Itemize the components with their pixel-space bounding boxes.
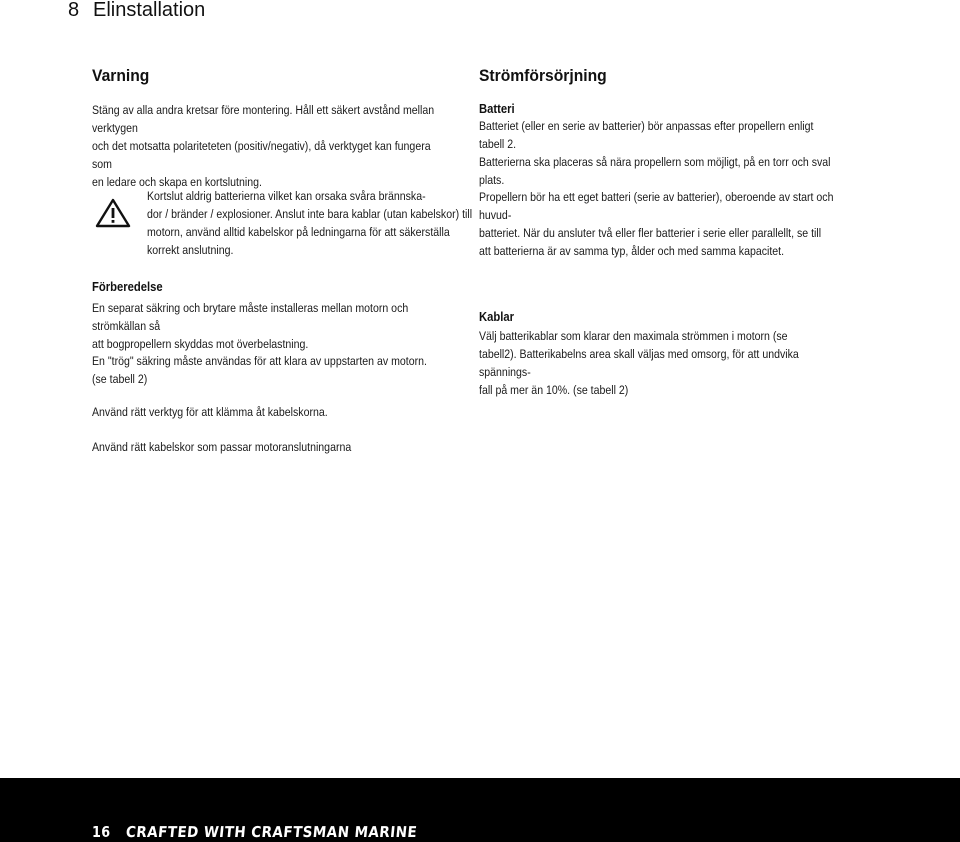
warning-heading: Varning (92, 66, 150, 85)
section-title: Elinstallation (93, 0, 206, 21)
cables-heading: Kablar (479, 310, 515, 324)
battery-paragraph-1: Batteriet (eller en serie av batterier) bör anpassas efter propellern enligt tabell 2. (479, 119, 814, 151)
cables-paragraph: Välj batterikablar som klarar den maximala strömmen i motorn (se tabell2). Batterikabelns area skall väljas med omsorg, för att undvika spännings- fall på mer än 10%. (se tabell 2) (479, 329, 799, 397)
battery-paragraph-3: Propellern bör ha ett eget batteri (serie av batterier), oberoende av start och huvud- batteriet. När du ansluter två eller fler batterier i serie eller parallellt, se till att batterierna är av samma typ, ålder och med samma kapacitet. (479, 190, 834, 258)
preparation-heading: Förberedelse (92, 280, 163, 294)
preparation-paragraph-1: En separat säkring och brytare måste installeras mellan motorn och strömkällan så att bogpropellern skyddas mot överbelastning. (92, 301, 409, 351)
footer-brand: CRAFTED WITH CRAFTSMAN MARINE (125, 823, 418, 841)
page-number: 16 (92, 823, 111, 841)
warning-intro: Stäng av alla andra kretsar före montering. Håll ett säkert avstånd mellan verktygen och det motsatta polariteteten (positiv/negativ), då verktyget kan fungera som en ledare och skapa en kortslutning. (92, 103, 435, 189)
battery-paragraph-2: Batterierna ska placeras så nära propellern som möjligt, på en torr och sval plats. (479, 155, 831, 187)
page-header (0, 0, 960, 28)
warning-caution-text: Kortslut aldrig batterierna vilket kan orsaka svåra brännska- dor / bränder / explosioner. Anslut inte bara kablar (utan kabelskor) till motorn, använd alltid kabelskor på ledningarna för att säkerställa korrekt anslutning. (147, 189, 473, 257)
section-number: 8 (68, 0, 80, 21)
power-heading: Strömförsörjning (479, 66, 607, 85)
page-footer (0, 778, 960, 842)
preparation-paragraph-4: Använd rätt kabelskor som passar motoranslutningarna (92, 440, 352, 454)
preparation-paragraph-2: En "trög" säkring måste användas för att klara av uppstarten av motorn. (se tabell 2) (92, 354, 427, 386)
warning-triangle-icon (95, 198, 131, 228)
battery-heading: Batteri (479, 102, 515, 116)
preparation-paragraph-3: Använd rätt verktyg för att klämma åt kabelskorna. (92, 405, 328, 419)
